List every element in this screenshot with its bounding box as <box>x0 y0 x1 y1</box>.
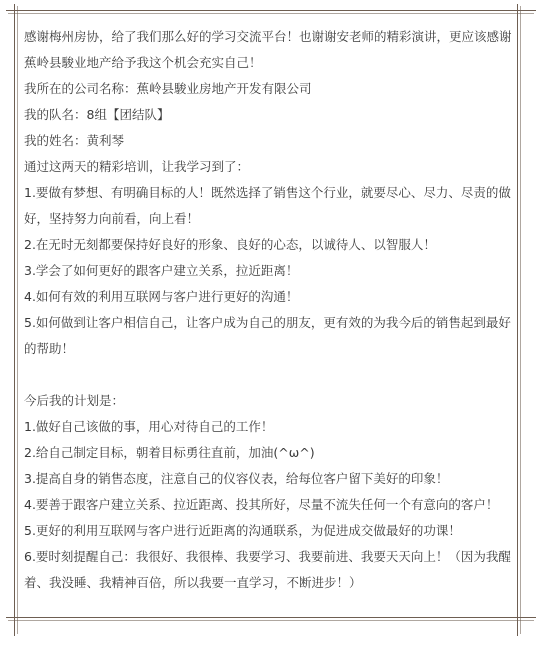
text-line: 感谢梅州房协，给了我们那么好的学习交流平台！也谢谢安老师的精彩演讲，更应该感谢 <box>24 29 512 44</box>
frame-top-line <box>6 10 536 11</box>
plan-item: 6.要时刻提醒自己：我很好、我很棒、我要学习、我要前进、我要天天向上！（因为我醒 <box>24 549 511 564</box>
plan-item: 1.做好自己该做的事，用心对待自己的工作！ <box>24 419 274 434</box>
company-line: 我所在的公司名称：蕉岭县駿业房地产开发有限公司 <box>24 81 312 96</box>
text-line: 蕉岭县駿业地产给予我这个机会充实自己！ <box>24 55 262 70</box>
learning-item: 2.在无时无刻都要保持好良好的形象、良好的心态，以诚待人、以智服人！ <box>24 237 436 252</box>
frame-bottom-line <box>6 617 536 618</box>
plan-heading: 今后我的计划是： <box>24 393 125 408</box>
plan-item: 5.更好的利用互联网与客户进行近距离的沟通联系，为促进成交做最好的功课！ <box>24 523 461 538</box>
plan-item: 4.要善于跟客户建立关系、拉近距离、投其所好，尽量不流失任何一个有意向的客户！ <box>24 497 499 512</box>
blank-line <box>24 362 514 388</box>
frame-right-line <box>517 4 518 636</box>
learning-item-continued: 的帮助！ <box>24 341 75 356</box>
learning-item-continued: 好，坚持努力向前看，向上看！ <box>24 211 200 226</box>
plan-item: 3.提高自身的销售态度，注意自己的仪容仪表，给每位客户留下美好的印象！ <box>24 471 449 486</box>
learnings-heading: 通过这两天的精彩培训，让我学习到了： <box>24 159 250 174</box>
plan-item-continued: 着、我没睡、我精神百倍，所以我要一直学习，不断进步！） <box>24 575 362 590</box>
frame-left-line-inner <box>17 6 18 634</box>
frame-bottom-line-inner <box>8 620 534 621</box>
name-line: 我的姓名：黄利琴 <box>24 133 125 148</box>
team-line: 我的队名：8组【团结队】 <box>24 107 170 122</box>
learning-item: 1.要做有梦想、有明确目标的人！既然选择了销售这个行业，就要尽心、尽力、尽责的做 <box>24 185 511 200</box>
frame-top-line-inner <box>8 13 534 14</box>
plan-item: 2.给自己制定目标，朝着目标勇往直前，加油(^ω^) <box>24 445 315 460</box>
document-body <box>24 24 514 596</box>
learning-item: 5.如何做到让客户相信自己，让客户成为自己的朋友，更有效的为我今后的销售起到最好 <box>24 315 511 330</box>
learning-item: 3.学会了如何更好的跟客户建立关系，拉近距离！ <box>24 263 299 278</box>
frame-right-line-inner <box>520 6 521 634</box>
learning-item: 4.如何有效的利用互联网与客户进行更好的沟通！ <box>24 289 299 304</box>
frame-left-line <box>14 4 15 636</box>
